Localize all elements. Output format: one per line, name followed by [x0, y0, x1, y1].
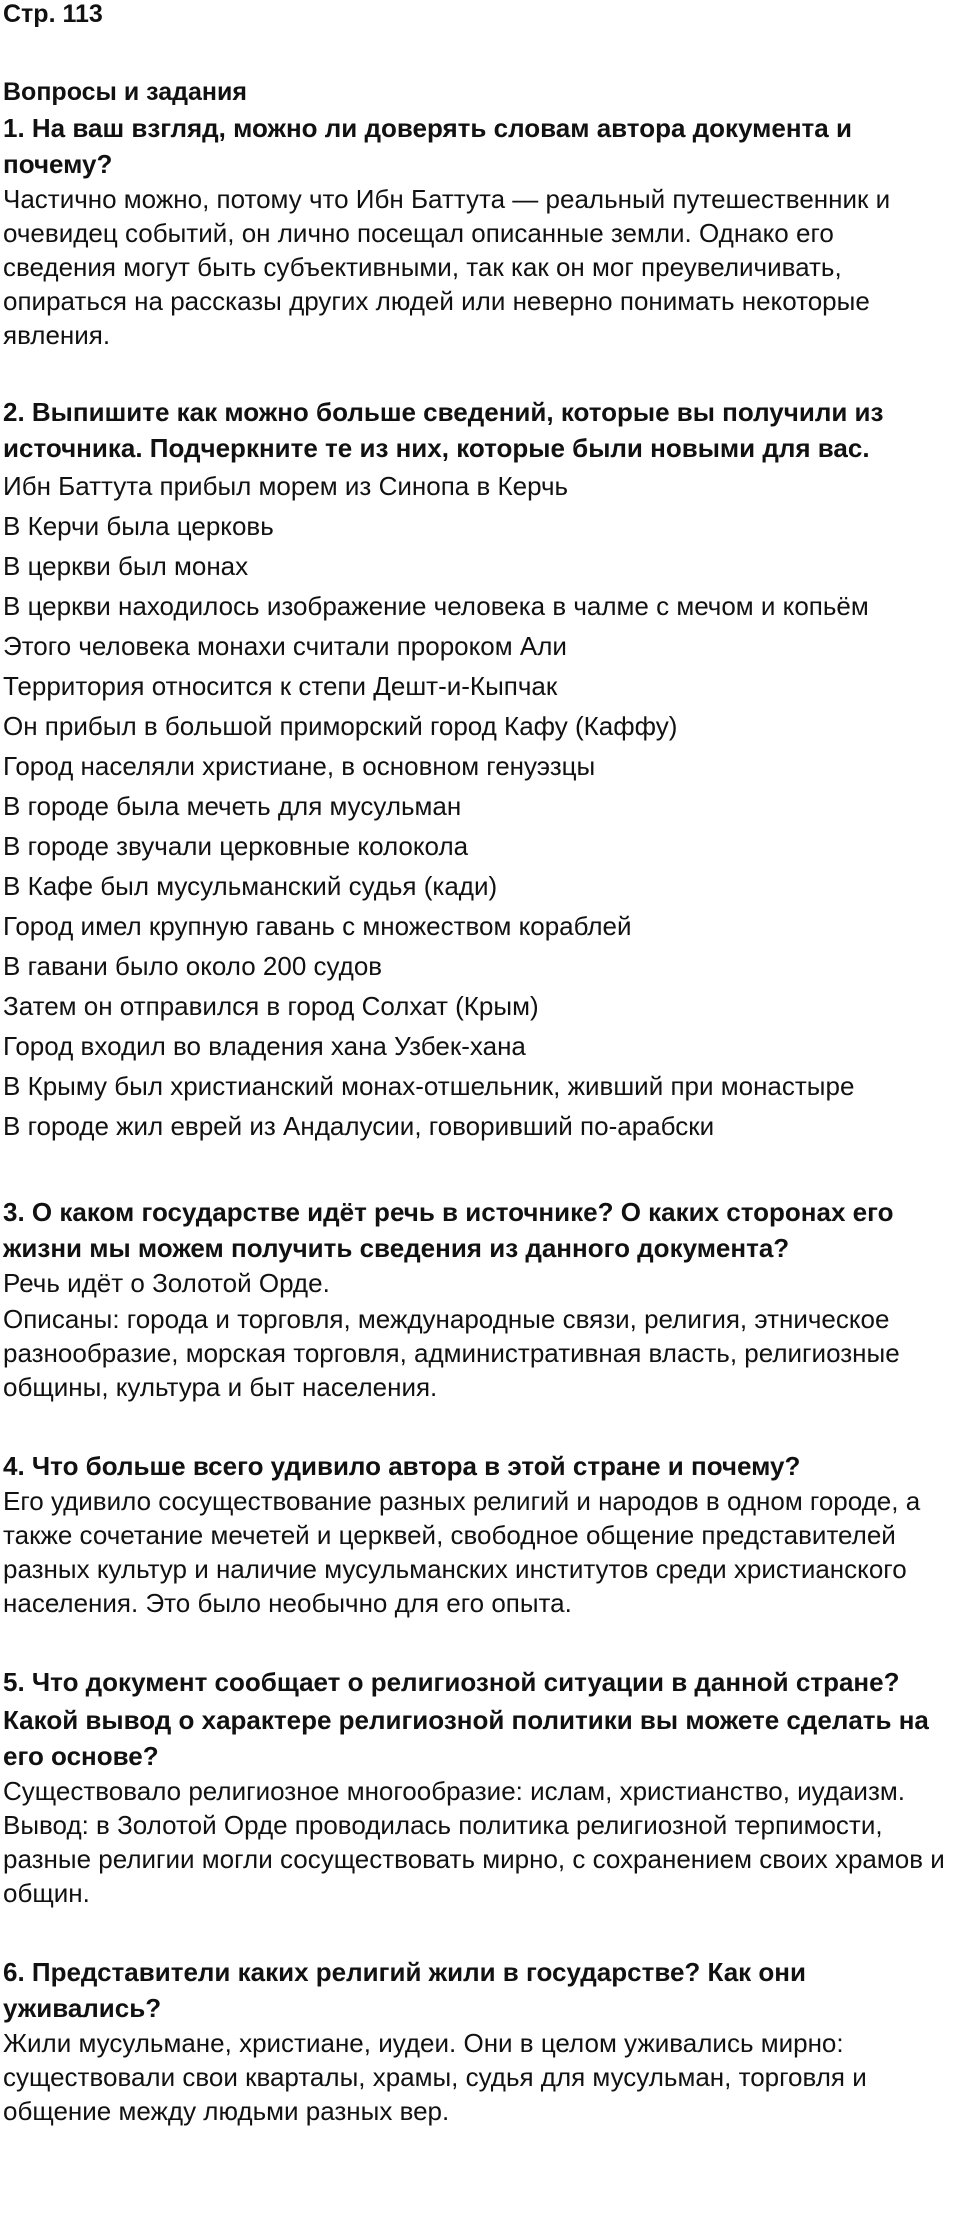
question-5 [3, 1664, 966, 1910]
list-item: В городе жил еврей из Андалусии, говоривший по-арабски [3, 1111, 715, 1141]
answer-3-paragraph-1: Речь идёт о Золотой Орде. [3, 1268, 330, 1298]
list-item: Затем он отправился в город Солхат (Крым) [3, 991, 539, 1021]
answer-5-paragraph-1: Существовало религиозное многообразие: ислам, христианство, иудаизм. [3, 1776, 905, 1806]
question-1-text: 1. На ваш взгляд, можно ли доверять словам автора документа и почему? [3, 113, 852, 179]
section-title: Вопросы и задания [3, 78, 247, 106]
list-item: Город имел крупную гавань с множеством кораблей [3, 911, 632, 941]
answer-6-paragraph: Жили мусульмане, христиане, иудеи. Они в целом уживались мирно: существовали свои кварталы, храмы, судья для мусульман, торговля и общение между людьми разных вер. [3, 2028, 867, 2126]
list-item: В Крыму был христианский монах-отшельник, живший при монастыре [3, 1071, 855, 1101]
question-6-text: 6. Представители каких религий жили в государстве? Как они уживались? [3, 1957, 806, 2023]
question-4 [3, 1448, 966, 1620]
list-item: Территория относится к степи Дешт-и-Кыпчак [3, 671, 558, 701]
question-1 [3, 110, 966, 352]
list-item: В Керчи была церковь [3, 511, 274, 541]
question-6 [3, 1954, 966, 2128]
list-item: Город населяли христиане, в основном генуэзцы [3, 751, 596, 781]
page-title: Стр. 113 [3, 0, 103, 28]
answer-4-paragraph: Его удивило сосуществование разных религий и народов в одном городе, а также сочетание мечетей и церквей, свободное общение представителей разных культур и наличие мусульманских институтов среди христианского населения. Это было необычно для его опыта. [3, 1486, 921, 1618]
answer-5-paragraph-2: Вывод: в Золотой Орде проводилась политика религиозной терпимости, разные религии могли сосуществовать мирно, с сохранением своих храмов и общин. [3, 1810, 945, 1908]
list-item: В гавани было около 200 судов [3, 951, 383, 981]
question-3-text: 3. О каком государстве идёт речь в источнике? О каких сторонах его жизни мы можем получить сведения из данного документа? [3, 1197, 894, 1263]
question-5-subtext: Какой вывод о характере религиозной политики вы можете сделать на его основе? [3, 1705, 929, 1771]
answer-1-paragraph: Частично можно, потому что Ибн Баттута — реальный путешественник и очевидец событий, он лично посещал описанные земли. Однако его сведения могут быть субъективными, так как он мог преувеличивать, опираться на рассказы других людей или неверно понимать некоторые явления. [3, 184, 891, 350]
answer-3-paragraph-2: Описаны: города и торговля, международные связи, религия, этническое разнообразие, морская торговля, административная власть, религиозные общины, культура и быт населения. [3, 1304, 900, 1402]
question-2 [3, 394, 966, 1146]
list-item: В Кафе был мусульманский судья (кади) [3, 871, 498, 901]
list-item: В городе звучали церковные колокола [3, 831, 469, 861]
question-2-text: 2. Выпишите как можно больше сведений, которые вы получили из источника. Подчеркните те из них, которые были новыми для вас. [3, 397, 884, 463]
question-4-text: 4. Что больше всего удивило автора в этой стране и почему? [3, 1451, 801, 1481]
list-item: Он прибыл в большой приморский город Кафу (Каффу) [3, 711, 678, 741]
list-item: В городе была мечеть для мусульман [3, 791, 462, 821]
list-item: Этого человека монахи считали пророком Али [3, 631, 567, 661]
list-item: Город входил во владения хана Узбек-хана [3, 1031, 526, 1061]
list-item: В церкви был монах [3, 551, 249, 581]
list-item: В церкви находилось изображение человека в чалме с мечом и копьём [3, 591, 869, 621]
question-5-text: 5. Что документ сообщает о религиозной ситуации в данной стране? [3, 1667, 900, 1697]
question-3 [3, 1194, 966, 1404]
answer-2-list [3, 466, 966, 1146]
list-item: Ибн Баттута прибыл морем из Синопа в Керчь [3, 471, 569, 501]
